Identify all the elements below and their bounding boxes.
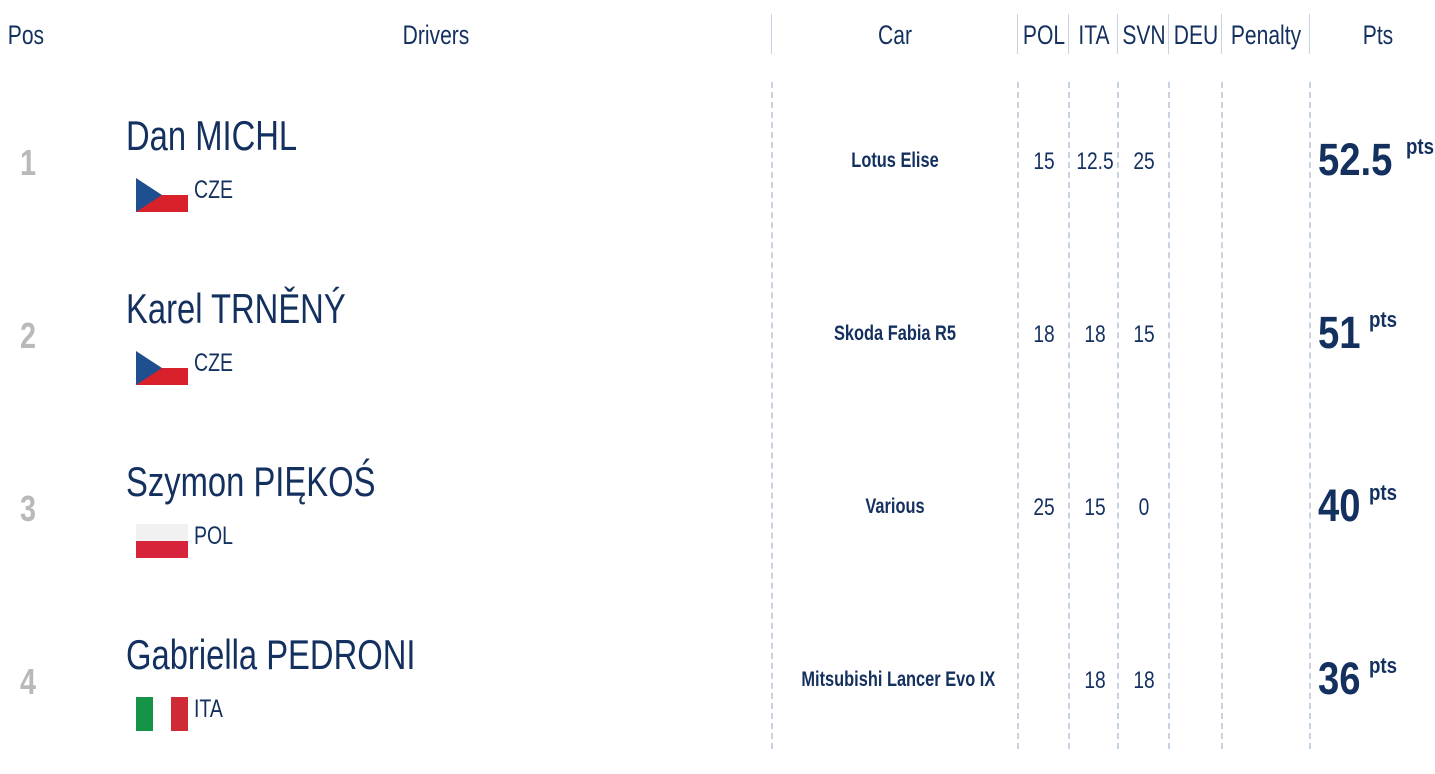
header-pts: Pts xyxy=(1362,19,1394,50)
car-name: Various xyxy=(865,495,925,518)
header-divider xyxy=(1017,14,1018,54)
points-unit: pts xyxy=(1368,307,1397,332)
driver-country: CZE xyxy=(194,349,233,377)
header-car: Car xyxy=(878,19,912,50)
standings-row xyxy=(0,255,1435,428)
total-points-value: 51 xyxy=(1318,307,1361,358)
driver-name[interactable]: Dan MICHL xyxy=(126,112,298,159)
position-number: 3 xyxy=(19,488,37,529)
score-svn: 0 xyxy=(1138,494,1150,521)
header-deu: DEU xyxy=(1173,19,1219,50)
position-number: 4 xyxy=(19,661,37,702)
header-divider xyxy=(771,14,772,54)
score-ita: 12.5 xyxy=(1076,148,1114,175)
total-points xyxy=(1318,480,1402,532)
header-pos: Pos xyxy=(7,19,45,50)
driver-name[interactable]: Szymon PIĘKOŚ xyxy=(126,458,376,505)
score-svn: 18 xyxy=(1133,667,1155,694)
car-name: Lotus Elise xyxy=(851,149,939,172)
position-number: 1 xyxy=(19,142,37,183)
total-points-value: 52.5 xyxy=(1318,134,1393,185)
score-ita: 15 xyxy=(1084,494,1106,521)
points-unit: pts xyxy=(1406,134,1435,159)
polish-flag-icon xyxy=(136,524,188,558)
total-points-value: 40 xyxy=(1318,480,1361,531)
header-penalty: Penalty xyxy=(1230,19,1302,50)
header-svn: SVN xyxy=(1122,19,1166,50)
score-ita: 18 xyxy=(1084,321,1106,348)
driver-name[interactable]: Karel TRNĚNÝ xyxy=(126,285,346,332)
header-divider xyxy=(1168,14,1169,54)
score-pol: 15 xyxy=(1033,148,1055,175)
score-svn: 25 xyxy=(1133,148,1155,175)
total-points xyxy=(1318,307,1402,359)
points-unit: pts xyxy=(1368,480,1397,505)
total-points xyxy=(1318,653,1402,705)
driver-country: CZE xyxy=(194,176,233,204)
score-svn: 15 xyxy=(1133,321,1155,348)
czech-flag-icon xyxy=(136,178,188,212)
driver-name[interactable]: Gabriella PEDRONI xyxy=(126,631,416,678)
standings-row xyxy=(0,82,1435,255)
header-divider xyxy=(1068,14,1069,54)
car-name: Mitsubishi Lancer Evo IX xyxy=(801,668,996,691)
header-ita: ITA xyxy=(1078,19,1110,50)
score-pol: 25 xyxy=(1033,494,1055,521)
driver-country: POL xyxy=(194,522,234,550)
position-number: 2 xyxy=(19,315,37,356)
czech-flag-icon xyxy=(136,351,188,385)
score-ita: 18 xyxy=(1084,667,1106,694)
score-pol: 18 xyxy=(1033,321,1055,348)
header-pol: POL xyxy=(1022,19,1066,50)
points-unit: pts xyxy=(1368,653,1397,678)
italian-flag-icon xyxy=(136,697,188,731)
header-drivers: Drivers xyxy=(402,19,470,50)
driver-country: ITA xyxy=(194,695,223,723)
total-points xyxy=(1318,134,1435,186)
car-name: Skoda Fabia R5 xyxy=(834,322,956,345)
standings-row xyxy=(0,428,1435,601)
standings-row xyxy=(0,601,1435,774)
header-divider xyxy=(1309,14,1310,54)
header-divider xyxy=(1117,14,1118,54)
header-divider xyxy=(1221,14,1222,54)
total-points-value: 36 xyxy=(1318,653,1361,704)
